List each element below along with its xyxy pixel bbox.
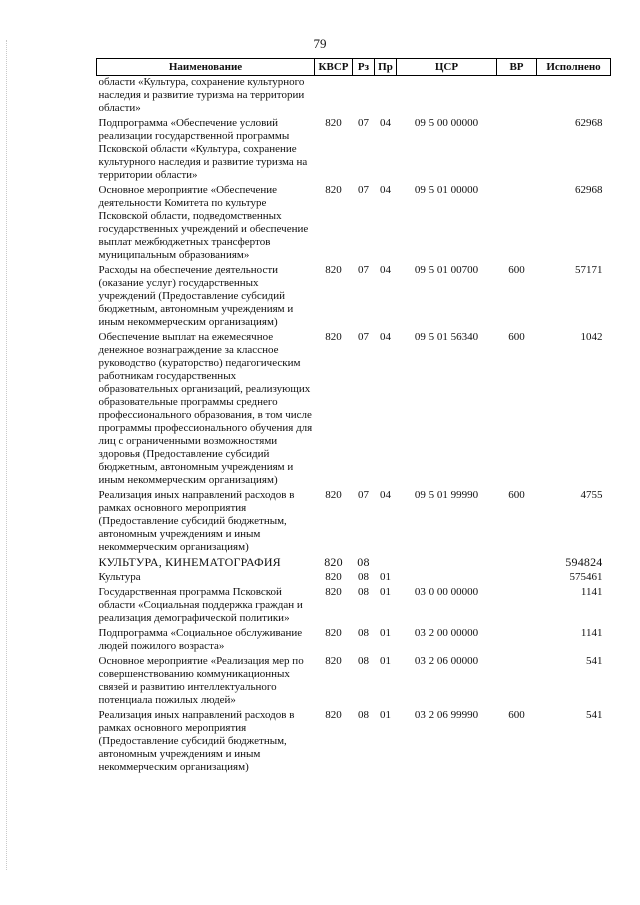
table-row	[97, 586, 611, 627]
table-cell-kvsr: 820	[325, 117, 342, 129]
column-header-vr: ВР	[497, 59, 537, 76]
table-cell-amount: 57171	[575, 264, 603, 276]
table-row	[97, 184, 611, 264]
table-cell-pr: 01	[380, 655, 391, 667]
table-cell-rz: 08	[358, 655, 369, 667]
table-cell-name: Культура	[98, 571, 141, 583]
table-cell-name: области «Культура, сохранение культурного наследия и развитие туризма на территории области»	[98, 76, 305, 114]
table-row	[97, 117, 611, 184]
table-cell-kvsr: 820	[325, 571, 342, 583]
table-row	[97, 264, 611, 331]
table-cell-pr: 04	[380, 184, 391, 196]
table-cell-rz: 08	[357, 555, 370, 569]
table-row	[97, 571, 611, 586]
table-cell-amount: 575461	[569, 571, 603, 583]
column-header-kvsr: КВСР	[315, 59, 353, 76]
table-cell-amount: 541	[586, 709, 603, 721]
budget-table	[96, 58, 611, 776]
table-cell-csr: 09 5 01 00000	[414, 184, 479, 196]
column-header-pr: Пр	[375, 59, 397, 76]
table-cell-vr	[497, 184, 537, 264]
table-cell-pr: 04	[380, 117, 391, 129]
table-cell-amount: 62968	[575, 184, 603, 196]
table-cell-name: Основное мероприятие «Обеспечение деятельности Комитета по культуре Псковской области, подведомственных государственных учреждений и обеспечение выплат межбюджетных трансфертов муниципальным образованиям»	[98, 184, 309, 261]
table-cell-kvsr	[315, 76, 353, 118]
table-cell-name: Государственная программа Псковской области «Социальная поддержка граждан и реализация демографической политики»	[98, 586, 303, 624]
table-cell-name: КУЛЬТУРА, КИНЕМАТОГРАФИЯ	[98, 555, 281, 569]
table-cell-rz: 07	[358, 184, 369, 196]
table-cell-kvsr: 820	[325, 264, 342, 276]
column-header-name: Наименование	[97, 59, 315, 76]
table-cell-rz: 07	[358, 117, 369, 129]
table-row	[97, 627, 611, 655]
table-row	[97, 489, 611, 556]
table-cell-csr: 03 2 06 00000	[414, 655, 479, 667]
table-cell-kvsr: 820	[325, 709, 342, 721]
table-cell-csr	[397, 556, 497, 571]
table-cell-kvsr: 820	[325, 627, 342, 639]
table-cell-vr	[497, 117, 537, 184]
table-cell-csr: 09 5 01 99990	[414, 489, 479, 501]
table-cell-csr	[397, 76, 497, 118]
table-cell-kvsr: 820	[324, 555, 343, 569]
table-cell-name: Подпрограмма «Обеспечение условий реализации государственной программы Псковской области «Культура, сохранение культурного наследия и развитие туризма на территории области»	[98, 117, 308, 181]
column-header-csr: ЦСР	[397, 59, 497, 76]
table-cell-vr	[497, 556, 537, 571]
table-cell-pr: 01	[380, 571, 391, 583]
table-cell-amount: 4755	[580, 489, 603, 501]
table-cell-kvsr: 820	[325, 331, 342, 343]
table-cell-name: Реализация иных направлений расходов в рамках основного мероприятия (Предоставление субсидий бюджетным, автономным учреждениям и иным некоммерческим организациям)	[98, 709, 295, 773]
table-cell-vr: 600	[508, 331, 525, 343]
table-cell-name: Реализация иных направлений расходов в рамках основного мероприятия (Предоставление субсидий бюджетным, автономным учреждениям и иным некоммерческим организациям)	[98, 489, 295, 553]
table-row	[97, 331, 611, 489]
table-cell-vr	[497, 76, 537, 118]
table-cell-amount: 594824	[565, 555, 603, 569]
column-header-amount: Исполнено	[537, 59, 611, 76]
table-cell-name: Основное мероприятие «Реализация мер по совершенствованию коммуникационных связей и развитию интеллектуального потенциала пожилых людей»	[98, 655, 304, 706]
table-cell-rz: 08	[358, 709, 369, 721]
table-cell-vr	[497, 655, 537, 709]
table-cell-amount: 1042	[580, 331, 603, 343]
table-cell-rz: 07	[358, 264, 369, 276]
table-row	[97, 556, 611, 571]
table-cell-csr: 03 2 00 00000	[414, 627, 479, 639]
table-cell-csr: 03 2 06 99990	[414, 709, 479, 721]
table-cell-amount	[537, 76, 611, 118]
table-cell-kvsr: 820	[325, 655, 342, 667]
table-cell-csr: 09 5 00 00000	[414, 117, 479, 129]
table-cell-name: Расходы на обеспечение деятельности (оказание услуг) государственных учреждений (Предоставление субсидий бюджетным, автономным учреждениям и иным некоммерческим организациям)	[98, 264, 294, 328]
table-cell-amount: 541	[586, 655, 603, 667]
table-cell-rz: 07	[358, 489, 369, 501]
table-cell-kvsr: 820	[325, 184, 342, 196]
table-cell-kvsr: 820	[325, 489, 342, 501]
table-cell-rz: 08	[358, 586, 369, 598]
table-cell-rz: 07	[358, 331, 369, 343]
table-cell-pr: 04	[380, 331, 391, 343]
table-cell-csr: 03 0 00 00000	[414, 586, 479, 598]
table-cell-vr: 600	[508, 489, 525, 501]
table-row	[97, 76, 611, 118]
table-cell-rz: 08	[358, 571, 369, 583]
table-cell-amount: 62968	[575, 117, 603, 129]
table-cell-pr: 01	[380, 586, 391, 598]
table-cell-csr	[397, 571, 497, 586]
page-edge-marks	[6, 40, 8, 870]
table-cell-rz	[353, 76, 375, 118]
table-row	[97, 709, 611, 776]
table-cell-pr: 04	[380, 264, 391, 276]
table-cell-name: Обеспечение выплат на ежемесячное денежное вознаграждение за классное руководство (кураторство) педагогическим работникам государственных образовательных организаций, реализующих образовательные программы среднего профессионального образования, в том числе программы профессионального обучения для лиц с ограниченными возможностями здоровья (Предоставление субсидий бюджетным, автономным учреждениям и иным некоммерческим организациям)	[98, 331, 313, 486]
table-cell-rz: 08	[358, 627, 369, 639]
table-cell-pr: 01	[380, 627, 391, 639]
table-row	[97, 655, 611, 709]
table-cell-amount: 1141	[580, 627, 603, 639]
table-cell-pr	[375, 556, 397, 571]
column-header-rz: Рз	[353, 59, 375, 76]
table-cell-vr	[497, 571, 537, 586]
table-cell-csr: 09 5 01 56340	[414, 331, 479, 343]
table-cell-name: Подпрограмма «Социальное обслуживание людей пожилого возраста»	[98, 627, 303, 652]
table-cell-kvsr: 820	[325, 586, 342, 598]
table-cell-pr: 01	[380, 709, 391, 721]
page-number: 79	[313, 36, 327, 51]
table-cell-vr: 600	[508, 709, 525, 721]
table-cell-vr	[497, 627, 537, 655]
table-header-row	[97, 59, 611, 76]
table-cell-amount: 1141	[580, 586, 603, 598]
table-cell-csr: 09 5 01 00700	[414, 264, 479, 276]
table-cell-vr	[497, 586, 537, 627]
table-cell-vr: 600	[508, 264, 525, 276]
table-cell-pr	[375, 76, 397, 118]
table-cell-pr: 04	[380, 489, 391, 501]
